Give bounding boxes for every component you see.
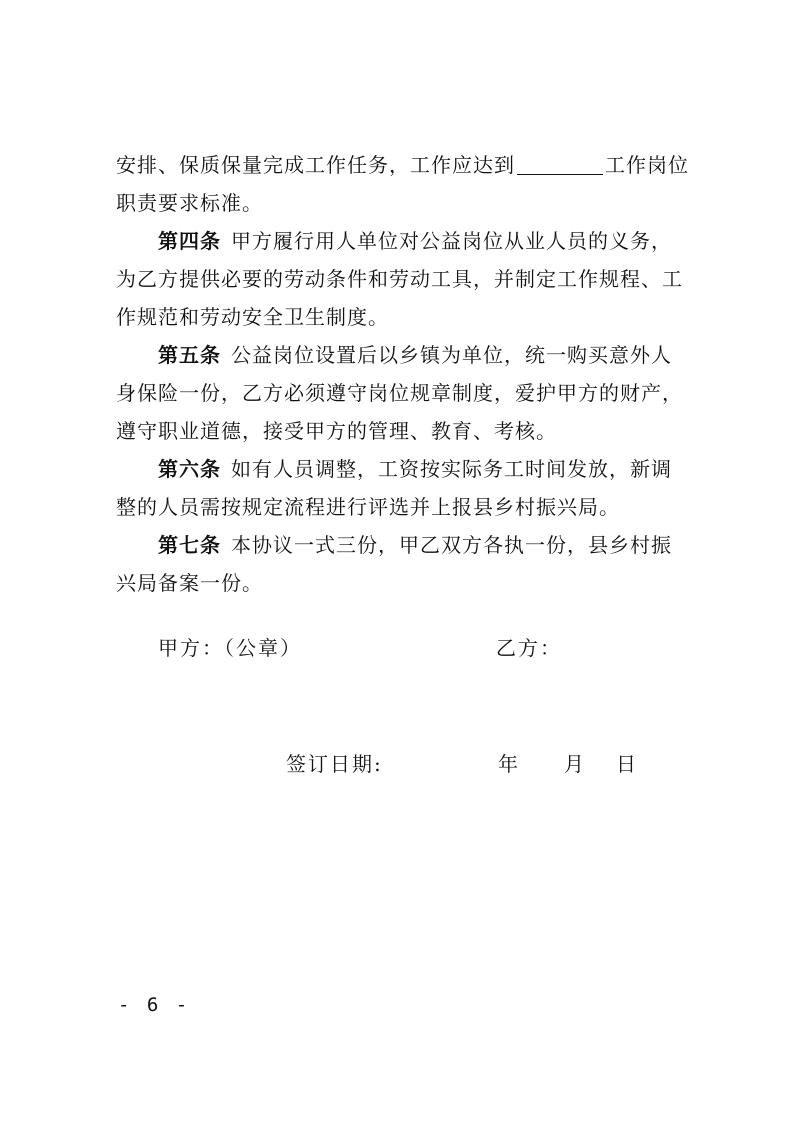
page-number: - 6 -	[118, 994, 191, 1016]
article-7-label: 第七条	[158, 533, 221, 557]
text-line: 职责要求标准。	[116, 191, 263, 215]
article-4-line: 为乙方提供必要的劳动条件和劳动工具，并制定工作规程、工	[116, 267, 683, 291]
article-5-line: 遵守职业道德，接受甲方的管理、教育、考核。	[116, 419, 557, 443]
agreement-body	[116, 146, 689, 602]
article-7-line	[116, 526, 684, 564]
party-b-signature: 乙方：	[496, 636, 562, 660]
article-6-text: 如有人员调整，工资按实际务工时间发放，新调	[231, 457, 672, 481]
article-5-line: 身保险一份，乙方必须遵守岗位规章制度，爱护甲方的财产，	[116, 381, 683, 405]
article-4-text: 甲方履行用人单位对公益岗位从业人员的义务，	[231, 229, 672, 253]
article-5-line	[116, 336, 684, 374]
article-5-text: 公益岗位设置后以乡镇为单位，统一购买意外人	[231, 343, 672, 367]
sign-date-year: 年	[498, 752, 518, 776]
article-6-label: 第六条	[158, 457, 221, 481]
text-segment: 工作岗位	[605, 153, 689, 177]
party-a-signature: 甲方：（公章）	[158, 636, 302, 660]
article-6-line	[116, 450, 684, 488]
article-4-line: 作规范和劳动安全卫生制度。	[116, 305, 389, 329]
sign-date-day: 日	[616, 752, 636, 776]
article-5-label: 第五条	[158, 343, 221, 367]
article-7-text: 本协议一式三份，甲乙双方各执一份，县乡村振	[231, 533, 672, 557]
sign-date-month: 月	[564, 752, 584, 776]
sign-date-label: 签订日期:	[286, 752, 383, 776]
article-4-label: 第四条	[158, 229, 221, 253]
article-6-line: 整的人员需按规定流程进行评选并上报县乡村振兴局。	[116, 495, 620, 519]
fill-in-blank	[517, 150, 603, 175]
text-line	[116, 146, 689, 184]
text-segment: 安排、保质保量完成工作任务，工作应达到	[116, 153, 515, 177]
article-4-line	[116, 222, 684, 260]
article-7-line: 兴局备案一份。	[116, 571, 263, 595]
